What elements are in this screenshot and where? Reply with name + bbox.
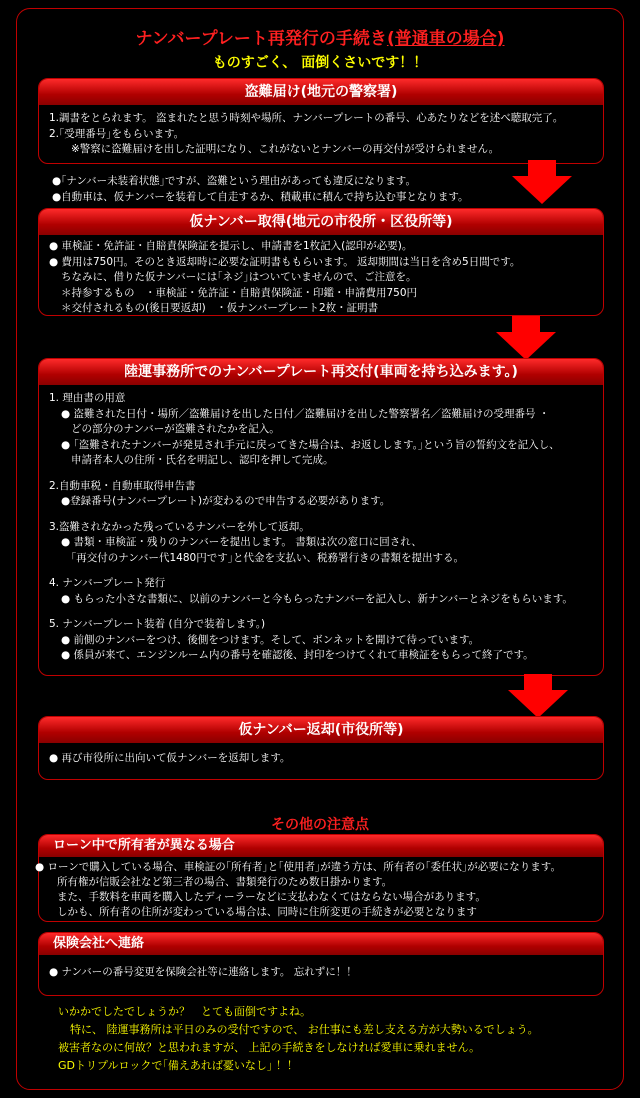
temp-plate-return-box bbox=[38, 716, 604, 780]
insurance-line: ● ナンバーの番号変更を保険会社等に連絡します。 忘れずに！！ bbox=[49, 966, 357, 978]
step-item-line: どの部分のナンバーが盗難されたかを記入。 bbox=[71, 423, 280, 435]
step-item-title: 4. ナンバープレート発行 bbox=[49, 577, 166, 589]
insurance-body bbox=[39, 955, 603, 987]
loan-line: また、手数料を車両を購入したディーラーなどに支払わなくてはならない場合があります。 bbox=[57, 891, 486, 903]
loan-box bbox=[35, 834, 604, 922]
temp-plate-line: ＊交付されるもの(後日要返却) ・仮ナンバープレート2枚・証明書 bbox=[61, 302, 379, 314]
transport-office-header: 陸運事務所でのナンバープレート再交付(車両を持ち込みます。) bbox=[39, 359, 603, 385]
insurance-header: 保険会社へ連絡 bbox=[39, 933, 603, 955]
note-line: ●自動車は、仮ナンバーを装着して自走するか、積載車に積んで持ち込む事となります。 bbox=[52, 191, 469, 203]
temp-plate-header: 仮ナンバー取得(地元の市役所・区役所等) bbox=[39, 209, 603, 235]
step-item-line: ● もらった小さな書類に、以前のナンバーと今もらったナンバーを記入し、新ナンバーとネジをもらいます。 bbox=[61, 592, 573, 605]
step-item-line: ｢再交付のナンバー代1480円です｣と代金を支払い、税務署行きの書類を提出する。 bbox=[71, 551, 464, 564]
transport-office-body bbox=[39, 385, 603, 670]
temp-plate-box bbox=[38, 208, 604, 316]
loan-line: ● ローンで購入している場合、車検証の｢所有者｣と｢使用者｣が違う方は、所有者の｢委任状｣が必要になります。 bbox=[35, 861, 561, 873]
temp-plate-line: ● 費用は750円。そのとき返却時に必要な証明書ももらいます。 返却期間は当日を含め5日間です。 bbox=[49, 255, 521, 268]
closing-line: GDトリプルロックで｢備えあれば憂いなし｣ ！！ bbox=[58, 1059, 298, 1072]
step-item-title: 5. ナンバープレート装着 (自分で装着します。) bbox=[49, 618, 266, 630]
theft-report-line: 1.調書をとられます。 盗まれたと思う時刻や場所、ナンバープレートの番号、心あたりなどを述べ聴取完了。 bbox=[49, 112, 564, 124]
closing-line: 特に、 陸運事務所は平日のみの受付ですので、 お仕事にも差し支える方が大勢いるでしょう。 bbox=[70, 1023, 539, 1036]
closing-line: いかかでしたでしょうか？ とても面倒ですよね。 bbox=[58, 1005, 311, 1018]
insurance-box bbox=[38, 932, 604, 996]
note-line: ●｢ナンバー未装着状態｣ですが、盗難という理由があっても違反になります。 bbox=[52, 175, 416, 187]
temp-plate-return-line: ● 再び市役所に出向いて仮ナンバーを返却します。 bbox=[49, 752, 291, 764]
page-title-main: ナンバープレート再発行の手続き bbox=[135, 29, 387, 49]
temp-plate-return-header: 仮ナンバー返却(市役所等) bbox=[39, 717, 603, 743]
step-item-line: 申請者本人の住所・氏名を明記し、認印を押して完成。 bbox=[71, 454, 334, 466]
temp-plate-line: ● 車検証・免許証・自賠責保険証を提示し、申請書を1枚記入(認印が必要)。 bbox=[49, 240, 413, 252]
page-title-paren: (普通車の場合) bbox=[386, 29, 505, 49]
step-item-title: 3.盗難されなかった残っているナンバーを外して返却。 bbox=[49, 520, 310, 533]
theft-report-line: 2.｢受理番号｣をもらいます。 bbox=[49, 127, 185, 140]
closing-line: 被害者なのに何故？と思われますが、 上記の手続きをしなければ愛車に乗れません。 bbox=[58, 1041, 481, 1054]
step-item-line: ● 前側のナンバーをつけ、後側をつけます。そして、ボンネットを開けて待っています。 bbox=[61, 633, 480, 646]
other-notes-title: その他の注意点 bbox=[271, 817, 369, 833]
step-item-line: ● 係員が来て、エンジンルーム内の番号を確認後、封印をつけてくれて車検証をもらって終了です。 bbox=[61, 649, 534, 661]
down-arrow-icon bbox=[508, 674, 568, 718]
loan-body bbox=[35, 857, 603, 923]
down-arrow-icon bbox=[496, 316, 556, 360]
temp-plate-line: ＊持参するもの ・車検証・免許証・自賠責保険証・印鑑・申請費用750円 bbox=[61, 286, 418, 299]
step-item-line: ● ｢盗難されたナンバーが発見され手元に戻ってきた場合は、お返しします。｣という旨の誓約文を記入し、 bbox=[61, 438, 560, 451]
theft-report-line: ※警察に盗難届けを出した証明になり、これがないとナンバーの再交付が受けられません。 bbox=[71, 143, 500, 155]
theft-report-header: 盗難届け(地元の警察署) bbox=[39, 79, 603, 105]
closing-text bbox=[52, 1003, 539, 1075]
theft-report-body bbox=[39, 105, 603, 164]
step-item-line: ● 書類・車検証・残りのナンバーを提出します。 書類は次の窓口に回され、 bbox=[61, 536, 422, 548]
page-title bbox=[0, 24, 640, 49]
page-subtitle: ものすごく、 面倒くさいです！！ bbox=[212, 55, 428, 71]
down-arrow-icon bbox=[512, 160, 572, 204]
temp-plate-line: ちなみに、借りた仮ナンバーには｢ネジ｣はついていませんので、ご注意を。 bbox=[61, 271, 417, 283]
loan-header: ローン中で所有者が異なる場合 bbox=[39, 835, 603, 857]
loan-line: しかも、所有者の住所が変わっている場合は、同時に住所変更の手続きが必要となります bbox=[57, 906, 477, 918]
loan-line: 所有権が信販会社など第三者の場合、書類発行のため数日掛かります。 bbox=[57, 876, 393, 888]
theft-report-box bbox=[38, 78, 604, 164]
temp-plate-body bbox=[39, 235, 603, 323]
step-item-title: 2.自動車税・自動車取得申告書 bbox=[49, 479, 196, 492]
step-item-line: ● 盗難された日付・場所／盗難届けを出した日付／盗難届けを出した警察署名／盗難届けの受理番号 ・ bbox=[61, 407, 550, 420]
temp-plate-return-body bbox=[39, 743, 603, 773]
step-item-line: ●登録番号(ナンバープレート)が変わるので申告する必要があります。 bbox=[61, 495, 391, 507]
step-item-title: 1. 理由書の用意 bbox=[49, 392, 126, 404]
transport-office-box bbox=[38, 358, 604, 676]
